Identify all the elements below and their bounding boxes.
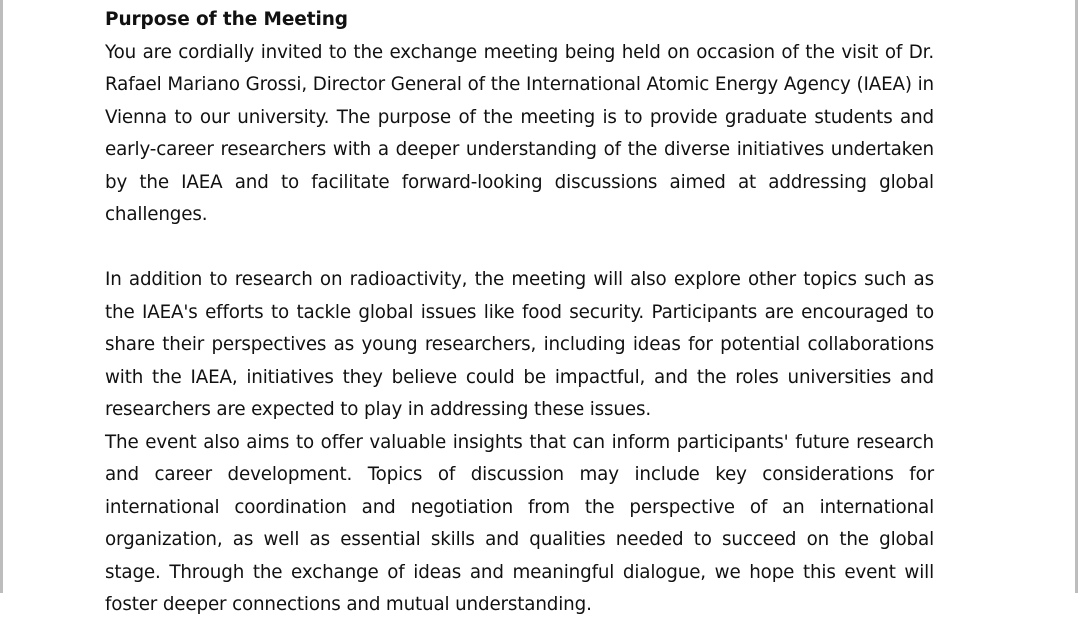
paragraph-topics: In addition to research on radioactivity, the meeting will also explore other topics such as the IAEA's efforts to tackle global issues like food security. Participants are encouraged to share their perspectives as young researchers, including ideas for potential collaborations with the IAEA, initiatives they believe could be impactful, and the roles universities and researchers are expected to play in addressing these issues. (105, 269, 934, 420)
section-heading: Purpose of the Meeting (105, 9, 348, 30)
paragraph-purpose: You are cordially invited to the exchange meeting being held on occasion of the visit of Dr. Rafael Mariano Grossi, Director General of the International Atomic Energy Agency (IAEA) in Vienna to our university. The purpose of the meeting is to provide graduate students and early-career researchers with a deeper understanding of the diverse initiatives undertaken by the IAEA and to facilitate forward-looking discussions aimed at addressing global challenges. (105, 41, 934, 225)
paragraph-spacer (105, 232, 934, 265)
paragraph-insights: The event also aims to offer valuable insights that can inform participants' future research and career development. Topics of discussion may include key considerations for international coordination and negotiation from the perspective of an international organization, as well as essential skills and qualities needed to succeed on the global stage. Through the exchange of ideas and meaningful dialogue, we hope this event will foster deeper connections and mutual understanding. (105, 431, 934, 615)
document-page (105, 4, 934, 622)
left-page-edge (0, 0, 3, 593)
